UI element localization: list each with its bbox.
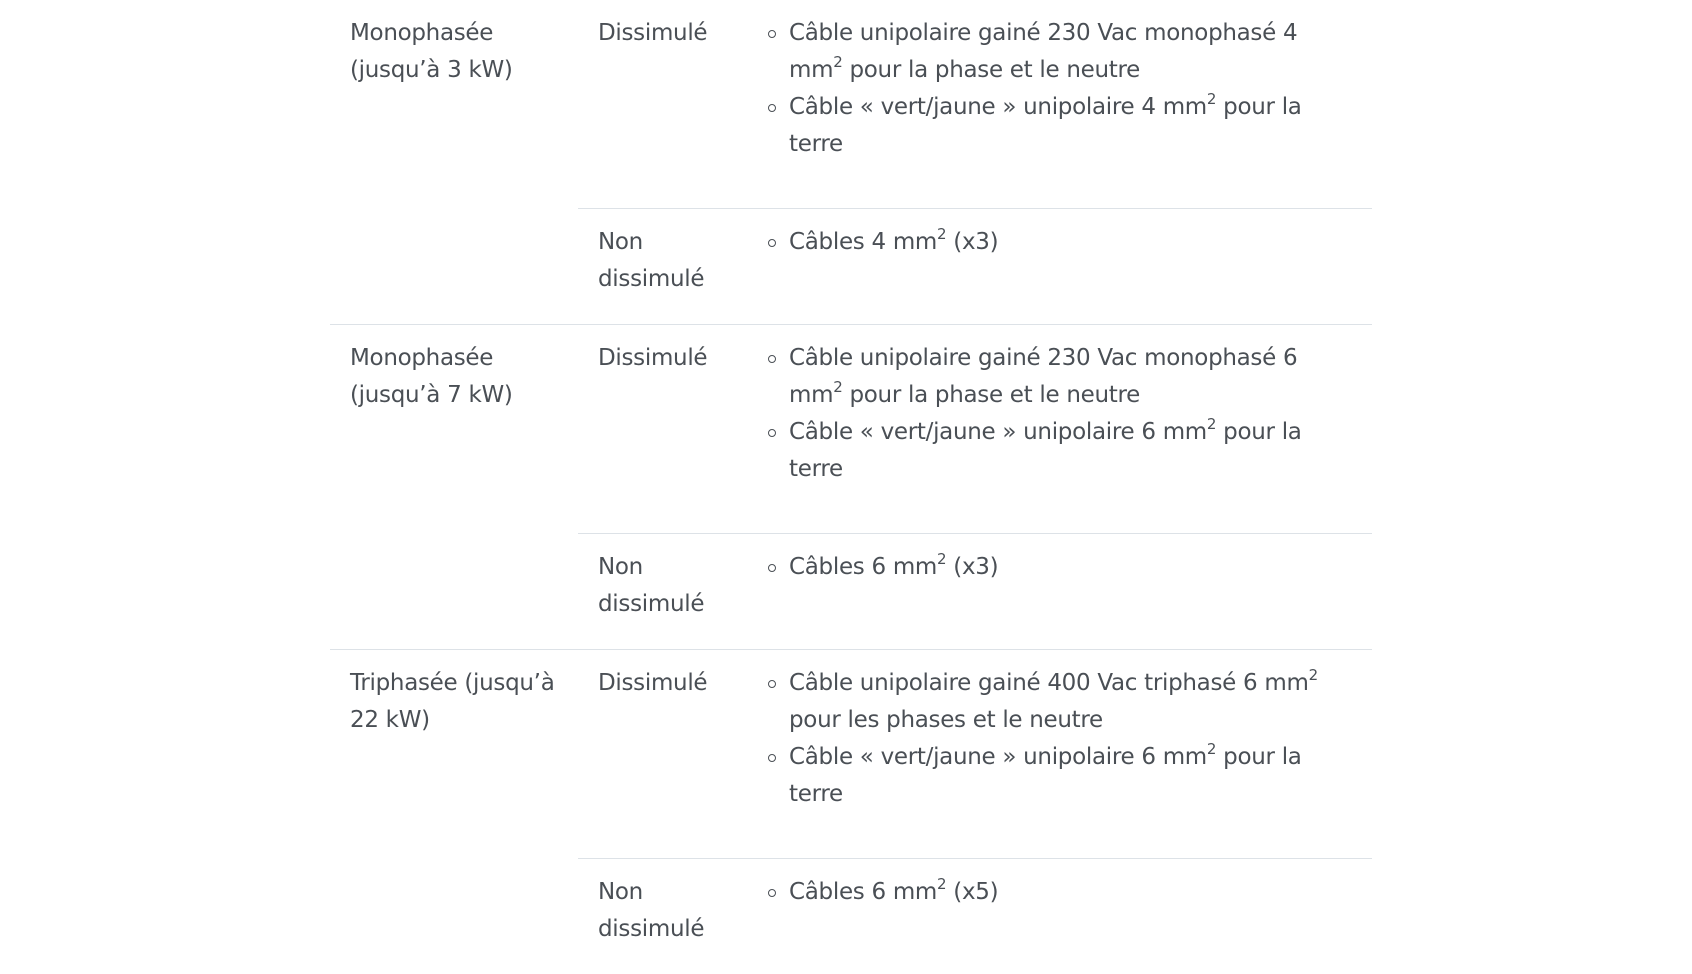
table-row	[578, 534, 1372, 649]
cables-list	[768, 665, 1338, 813]
table-row	[578, 650, 1372, 859]
table-row	[578, 859, 1372, 974]
installation-cell: Non dissimulé	[598, 229, 705, 292]
table-row	[578, 325, 1372, 534]
list-item: Câble unipolaire gainé 230 Vac monophasé 6 $mm^2$ pour la phase et le neutre	[768, 340, 1338, 414]
installation-cell: Dissimulé	[598, 670, 708, 696]
cables-cell	[768, 325, 1372, 533]
power-cell: Triphasée (jusqu’à 22 kW)	[350, 670, 555, 733]
subrows	[578, 325, 1372, 649]
cables-cell	[768, 0, 1372, 208]
list-item: Câbles 6 $mm^2$ (x5)	[768, 874, 1338, 911]
list-item: Câble « vert/jaune » unipolaire 6 $mm^2$ pour la terre	[768, 739, 1338, 813]
list-item: Câble « vert/jaune » unipolaire 4 $mm^2$ pour la terre	[768, 89, 1338, 163]
cables-cell	[768, 650, 1372, 858]
installation-cell: Non dissimulé	[598, 879, 705, 942]
power-cell: Monophasée (jusqu’à 7 kW)	[350, 345, 513, 408]
table-row	[578, 209, 1372, 324]
cables-list	[768, 874, 1338, 911]
list-item: Câbles 6 $mm^2$ (x3)	[768, 549, 1338, 586]
list-item: Câble « vert/jaune » unipolaire 6 $mm^2$ pour la terre	[768, 414, 1338, 488]
cables-cell	[768, 209, 1372, 324]
cables-list	[768, 224, 1338, 261]
list-item: Câbles 4 $mm^2$ (x3)	[768, 224, 1338, 261]
subrows	[578, 0, 1372, 324]
cable-table	[330, 0, 1372, 974]
list-item: Câble unipolaire gainé 230 Vac monophasé 4 $mm^2$ pour la phase et le neutre	[768, 15, 1338, 89]
subrows	[578, 650, 1372, 974]
installation-cell: Non dissimulé	[598, 554, 705, 617]
table-row-group	[330, 325, 1372, 650]
list-item: Câble unipolaire gainé 400 Vac triphasé 6 $mm^2$ pour les phases et le neutre	[768, 665, 1338, 739]
cables-list	[768, 340, 1338, 488]
power-cell: Monophasée (jusqu’à 3 kW)	[350, 20, 513, 83]
page-content	[330, 0, 1372, 974]
cables-cell	[768, 534, 1372, 649]
cables-list	[768, 15, 1338, 163]
installation-cell: Dissimulé	[598, 20, 708, 46]
installation-cell: Dissimulé	[598, 345, 708, 371]
table-row-group	[330, 650, 1372, 974]
cables-list	[768, 549, 1338, 586]
table-row-group	[330, 0, 1372, 325]
cables-cell	[768, 859, 1372, 974]
table-row	[578, 0, 1372, 209]
